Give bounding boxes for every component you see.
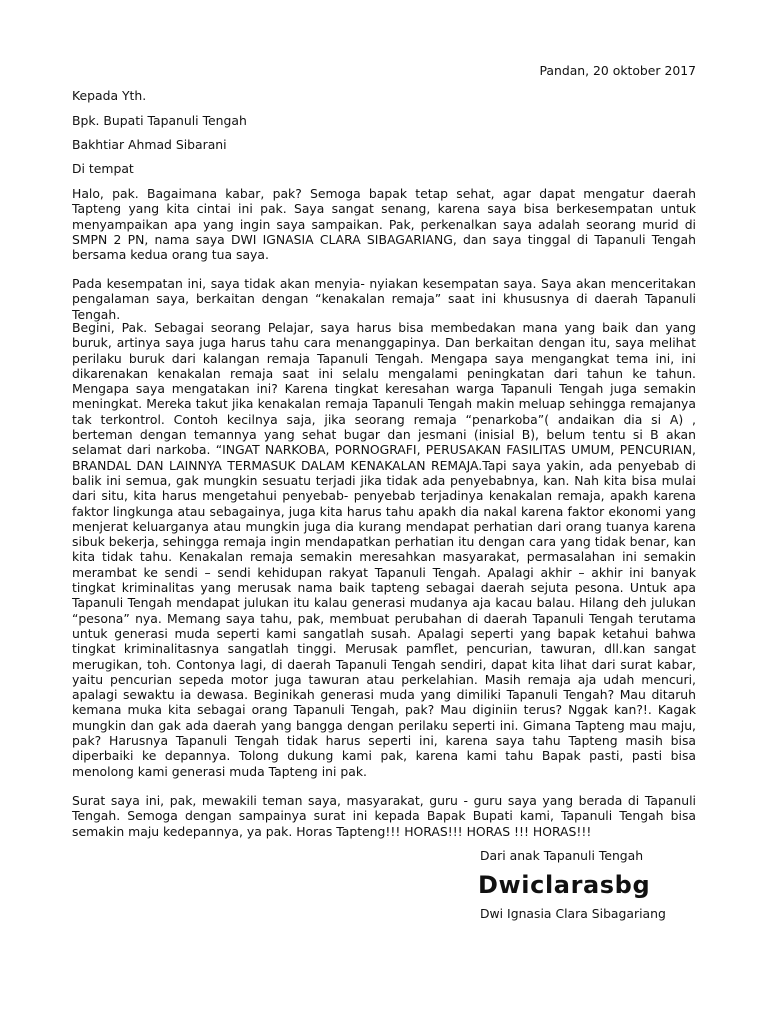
paragraph-text: Surat saya ini, pak, mewakili teman saya, masyarakat, guru - guru saya yang berada di Tapanuli Tengah. Semoga dengan sampainya surat ini kepada Bapak Bupati kami, Tapanuli Tengah bisa semakin maju kedepannya, ya pak. Horas Tapteng!!! HORAS!!! HORAS !!! HORAS!!! xyxy=(72,793,696,839)
recipient-name: Bakhtiar Ahmad Sibarani xyxy=(72,137,227,152)
salutation: Kepada Yth. xyxy=(72,88,147,103)
paragraph-closing xyxy=(72,793,696,839)
paragraph-body xyxy=(72,320,696,779)
paragraph-text: Pada kesempatan ini, saya tidak akan menyia- nyiakan kesempatan saya. Saya akan menceritakan pengalaman saya, berkaitan dengan “kenakalan remaja” saat ini khususnya di daerah Tapanuli Tengah. xyxy=(72,276,696,322)
letter-date: Pandan, 20 oktober 2017 xyxy=(539,63,696,78)
paragraph-text: Begini, Pak. Sebagai seorang Pelajar, saya harus bisa membedakan mana yang baik dan yang buruk, artinya saya juga harus tahu cara menanggapinya. Dan berkaitan dengan itu, saya melihat perilaku buruk dari kalangan remaja Tapanuli Tengah. Mengapa saya mengangkat tema ini, ini dikarenakan kenakalan remaja saat ini selalu mengalami peningkatan dari tahun ke tahun. Mengapa saya mengatakan ini? Karena tingkat keresahan warga Tapanuli Tengah juga semakin meningkat. Mereka takut jika kenakalan remaja Tapanuli Tengah makin meluap sehingga remajanya tak terkontrol. Contoh kecilnya saja, jika seorang remaja “penarkoba”( andaikan dia si A) , berteman dengan temannya yang sehat bugar dan jesmani (inisial B), belum tentu si B akan selamat dari narkoba. “INGAT NARKOBA, PORNOGRAFI, PERUSAKAN FASILITAS UMUM, PENCURIAN, BRANDAL DAN LAINNYA TERMASUK DALAM KENAKALAN REMAJA.Tapi saya yakin, ada penyebab di balik ini semua, gak mungkin sesuatu terjadi jika tidak ada penyebabnya, kan. Nah kita bisa mulai dari situ, kita harus mengetahui penyebab- penyebab terjadinya kenakalan remaja, apakh karena faktor lingkunga atau sebagainya, juga kita harus tahu apakh dia nakal karena faktor ekonomi yang menjerat keluarganya atau mungkin juga dia kurang mendapat perhatian dari orang tuanya karena sibuk bekerja, sehingga remaja ingin mendapatkan perhatian itu dengan cara yang tidak benar, kan kita tidak tahu. Kenakalan remaja semakin meresahkan masyarakat, permasalahan ini semakin merambat ke sendi – sendi kehidupan rakyat Tapanuli Tengah. Apalagi akhir – akhir ini banyak tingkat kriminalitas yang merusak nama baik tapteng sebagai daerah sejuta pesona. Untuk apa Tapanuli Tengah mendapat julukan itu kalau generasi mudanya aja kacau balau. Hilang deh julukan “pesona” nya. Memang saya tahu, pak, membuat perubahan di daerah Tapanuli Tengah terutama untuk generasi muda seperti kami sangatlah susah. Apalagi seperti yang bapak ketahui bahwa tingkat kriminalitasnya sangatlah tinggi. Merusak pamflet, pencurian, tawuran, dll.kan sangat merugikan, toh. Contonya lagi, di daerah Tapanuli Tengah sendiri, dapat kita lihat dari surat kabar, yaitu pencurian sepeda motor juga tawuran atau perkelahian. Masih remaja aja udah mencuri, apalagi sewaktu ia dewasa. Beginikah generasi muda yang dimiliki Tapanuli Tengah? Mau ditaruh kemana muka kita sebagai orang Tapanuli Tengah, pak? Mau diginiin terus? Nggak kan?!. Kagak mungkin dan gak ada daerah yang bangga dengan perilaku seperti ini. Gimana Tapteng mau maju, pak? Harusnya Tapanuli Tengah tidak harus seperti ini, karena saya tahu Tapteng masih bisa diperbaiki ke depannya. Tolong dukung kami pak, karena kami tahu Bapak pasti, pasti bisa menolong kami generasi muda Tapteng ini pak. xyxy=(72,320,696,779)
recipient-title: Bpk. Bupati Tapanuli Tengah xyxy=(72,113,247,128)
paragraph-greeting xyxy=(72,186,696,262)
signature: Dwiclarasbg xyxy=(478,871,651,899)
paragraph-text: Halo, pak. Bagaimana kabar, pak? Semoga bapak tetap sehat, agar dapat mengatur daerah Tapteng yang kita cintai ini pak. Saya sangat senang, karena saya bisa berkesempatan untuk menyampaikan apa yang ingin saya sampaikan. Pak, perkenalkan saya adalah seorang murid di SMPN 2 PN, nama saya DWI IGNASIA CLARA SIBAGARIANG, dan saya tinggal di Tapanuli Tengah bersama kedua orang tua saya. xyxy=(72,186,696,263)
signer-name: Dwi Ignasia Clara Sibagariang xyxy=(480,906,666,921)
paragraph-intro xyxy=(72,276,696,322)
recipient-place: Di tempat xyxy=(72,161,134,176)
closing-line: Dari anak Tapanuli Tengah xyxy=(480,848,644,863)
